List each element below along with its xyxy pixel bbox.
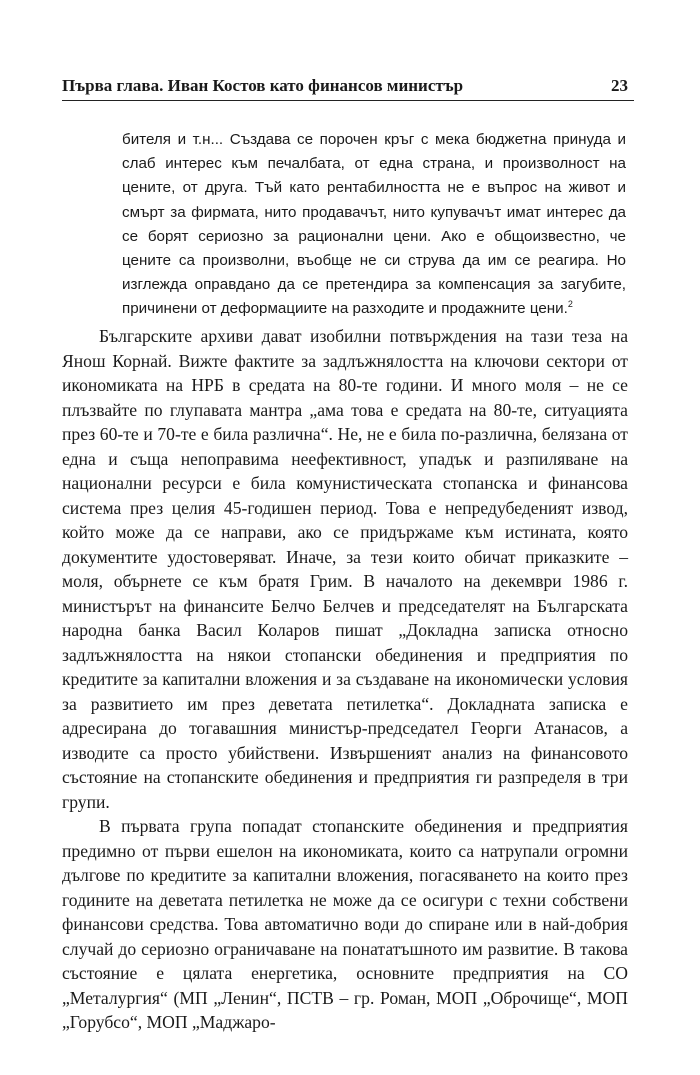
paragraph: В първата група попадат стопанските обединения и предприятия предимно от първи ешелон на икономиката, които са натрупали огромни дългове по кредитите за капитални вложения, погасяването на които през годините на деветата петилетка не може да се осигури с техни собствени финансови средства. Това автоматично води до спиране или в най-добрия случай до сериозно ограничаване на понататъшното им развитие. В такова състояние е цялата енергетика, основните предприятия на СО „Металургия“ (МП „Ленин“, ПСТВ – гр. Роман, МОП „Оброчище“, МОП „Горубсо“, МОП „Маджаро- (62, 816, 628, 1032)
paragraph: Българските архиви дават изобилни потвърждения на тази теза на Янош Корнай. Вижте фактите за задлъжнялостта на ключови сектори от икономиката на НРБ в средата на 80-те години. И много моля – не се плъзвайте по глупавата мантра „ама това е средата на 80-те, ситуацията през 60-те и 70-те е била различна“. Не, не е била по-различна, белязана от една и съща непоправима неефективност, упадък и разпиляване на национални ресурси е била комунистическата стопанска и финансова система през целия 45-годишен период. Това е непредубеденият извод, който може да се направи, ако се придържаме към истината, която документите удостоверяват. Иначе, за тези които обичат приказките – моля, обърнете се към братя Грим. В началото на декември 1986 г. министърът на финансите Белчо Белчев и председателят на Българската народна банка Васил Коларов пишат „Докладна записка относно задлъжнялостта на някои стопански обединения и предприятия по кредитите за капитални вложения и за създаване на икономически условия за развитието им през деветата петилетка“. Докладната записка е адресирана до тогавашния министър-председател Георги Атанасов, а изводите са просто убийствени. Извършеният анализ на финансовото състояние на стопанските обединения и предприятия ги разпределя в три групи. (62, 326, 628, 812)
block-quote (122, 128, 626, 322)
body-text (62, 324, 628, 1035)
footnote-marker: 2 (567, 299, 573, 310)
running-header (62, 76, 634, 101)
quote-text: бителя и т.н... Създава се порочен кръг с мека бюджетна принуда и слаб интерес към печалбата, от една страна, и произволност на цените, от друга. Тъй като рентабилността не е въпрос на живот и смърт за фирмата, нито продавачът, нито купувачът имат интерес да се борят сериозно за рационални цени. Ако е общоизвестно, че цените са произволни, въобще не си струва да им се реагира. Но изглежда оправдано да се претендира за компенсация за загубите, причинени от деформациите на разходите и продажните цени. (122, 131, 626, 318)
page-number: 23 (611, 76, 628, 95)
chapter-title: Първа глава. Иван Костов като финансов министър (62, 76, 464, 95)
